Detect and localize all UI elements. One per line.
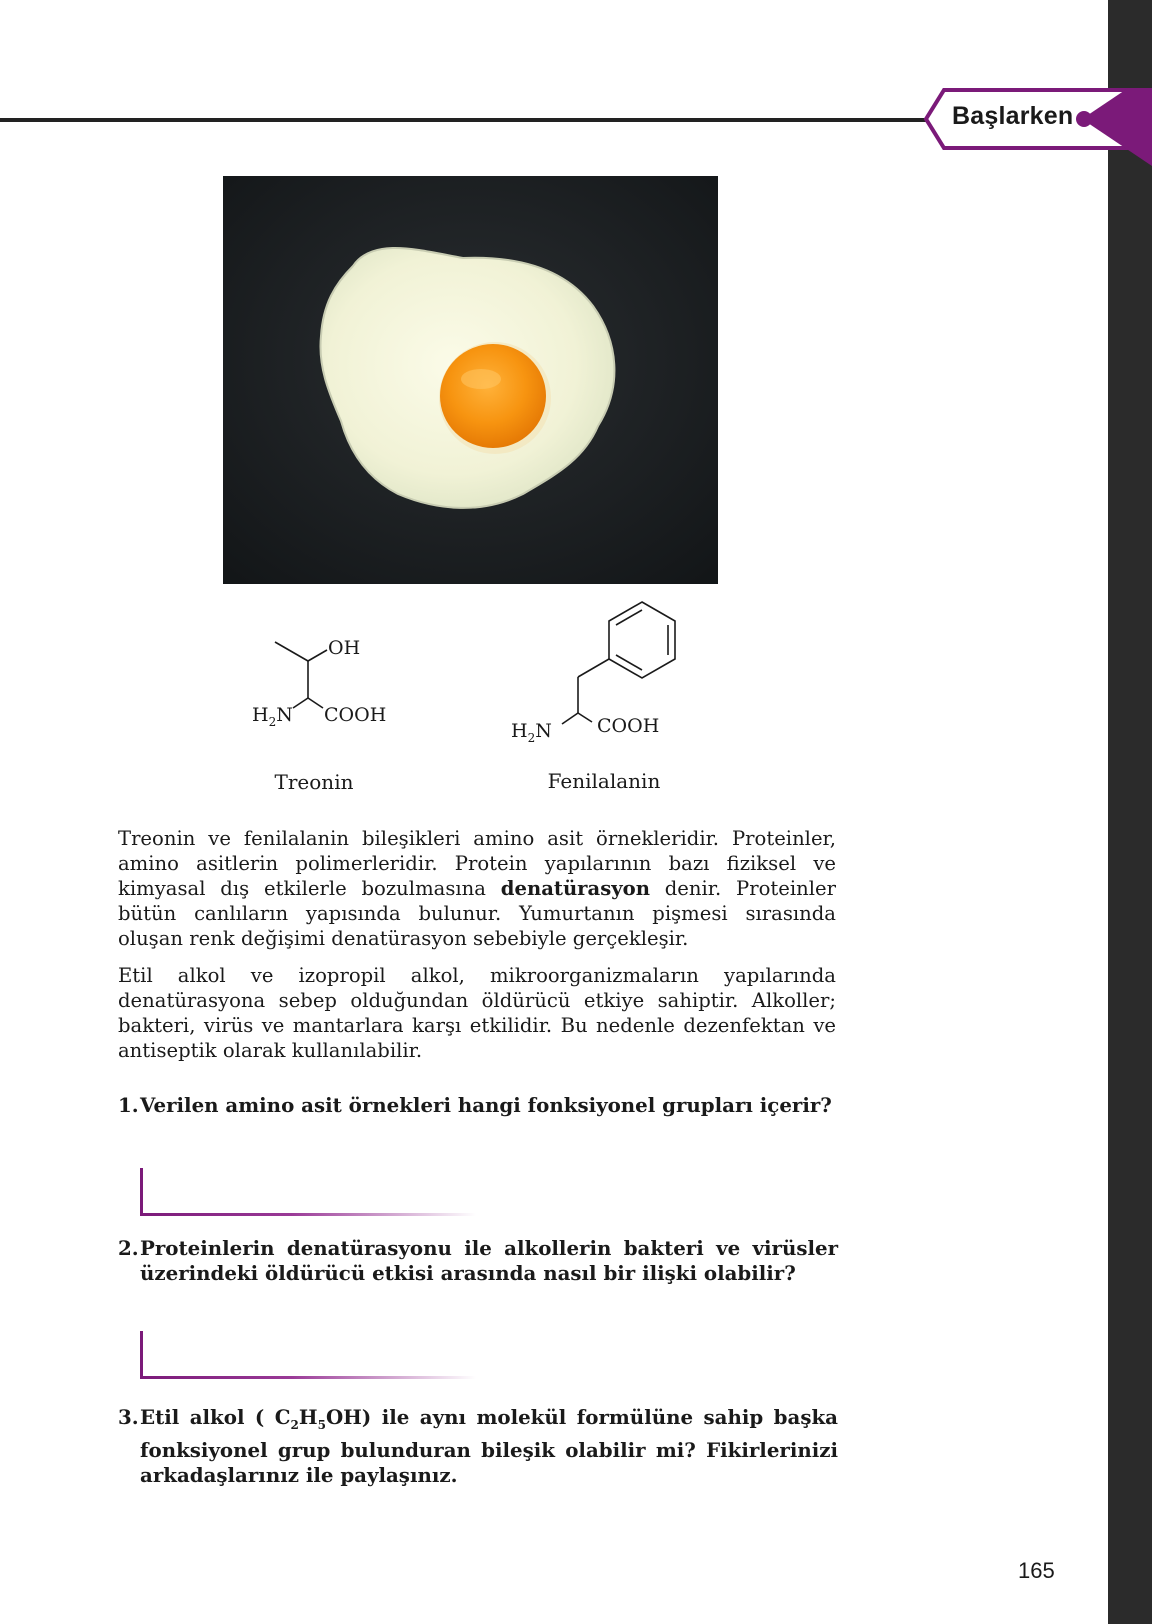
paragraph-alcohol: Etil alkol ve izopropil alkol, mikroorganizmaların yapılarında denatürasyona sebep olduğundan öldürücü etkiye sahiptir. Alkoller; bakteri, virüs ve mantarlara karşı etkilidir. Bu nedenle dezenfektan ve antiseptik olarak kullanılabilir. xyxy=(118,964,836,1062)
answer-line-1 xyxy=(140,1168,476,1216)
question-2 xyxy=(118,1236,838,1286)
question-2-text: Proteinlerin denatürasyonu ile alkollerin bakteri ve virüsler üzerindeki öldürücü etkisi arasında nasıl bir ilişki olabilir? xyxy=(140,1236,838,1285)
treonin-amine-label: $H_2N$ xyxy=(252,704,293,729)
treonin-caption: Treonin xyxy=(274,770,354,794)
term-denaturasyon: denatürasyon xyxy=(500,877,650,900)
paragraph-denaturation: Treonin ve fenilalanin bileşikleri amino asit örnekleridir. Proteinler, amino asitlerin polimerleridir. Protein yapılarının bazı fiziksel ve kimyasal dış etkilerle bozulmasına denatürasyon denir. Proteinler bütün canlıların yapısında bulunur. Yumurtanın pişmesi sırasında oluşan renk değişimi denatürasyon sebebiyle gerçekleşir. xyxy=(118,827,836,950)
treonin-oh-label: OH xyxy=(328,637,361,659)
question-1 xyxy=(118,1093,838,1118)
fried-egg-photo xyxy=(223,176,718,584)
question-3-text: Etil alkol ( $C_2H_5OH$) ile aynı molekül formülüne sahip başka fonksiyonel grup bulunduran bileşik olabilir mi? Fikirlerinizi arkadaşlarınız ile paylaşınız. xyxy=(140,1405,838,1487)
question-1-number: 1. xyxy=(118,1093,139,1117)
treonin-cooh-label: COOH xyxy=(324,704,387,726)
header-rule xyxy=(0,118,930,122)
fenilalanin-caption: Fenilalanin xyxy=(547,769,661,793)
page-number: 165 xyxy=(1018,1558,1055,1583)
section-tab-label: Başlarken xyxy=(952,102,1074,130)
fenilalanin-structure xyxy=(508,596,688,746)
question-3 xyxy=(118,1405,838,1488)
fenilalanin-amine-label: $H_2N$ xyxy=(511,720,552,745)
question-1-text: Verilen amino asit örnekleri hangi fonksiyonel grupları içerir? xyxy=(140,1093,832,1117)
question-3-number: 3. xyxy=(118,1405,139,1429)
fenilalanin-cooh-label: COOH xyxy=(597,715,660,737)
question-2-number: 2. xyxy=(118,1236,139,1260)
side-strip xyxy=(1108,0,1152,1624)
treonin-structure xyxy=(245,620,395,730)
answer-line-2 xyxy=(140,1331,476,1379)
section-tab xyxy=(922,88,1152,150)
